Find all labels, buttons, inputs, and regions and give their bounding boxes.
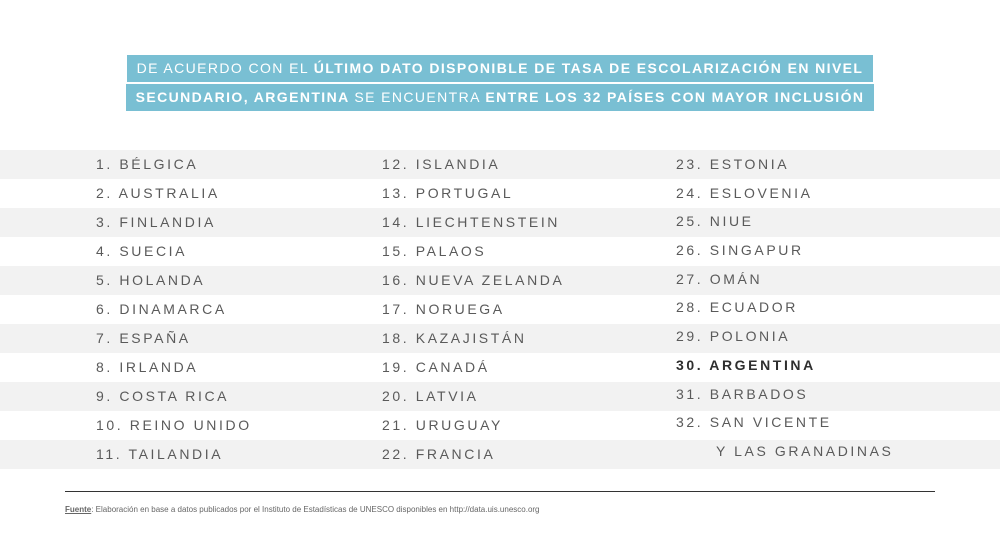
ranking-item: Y LAS GRANADINAS (716, 442, 894, 459)
headline-line-2 (0, 84, 1000, 111)
ranking-item: 27. OMÁN (676, 270, 763, 287)
ranking-column-2 (382, 150, 564, 469)
headline-segment: SECUNDARIO, ARGENTINA (135, 89, 355, 105)
headline-box-2 (126, 84, 875, 111)
ranking-item: 5. HOLANDA (96, 272, 206, 288)
ranking-item: 24. ESLOVENIA (676, 184, 813, 201)
footer-divider (65, 491, 935, 492)
ranking-item: 15. PALAOS (382, 243, 487, 259)
ranking-item: 17. NORUEGA (382, 301, 505, 317)
ranking-item: 19. CANADÁ (382, 359, 490, 375)
ranking-item: 8. IRLANDA (96, 359, 199, 375)
ranking-column-3 (676, 150, 894, 466)
headline-box-1 (127, 55, 874, 82)
headline-segment: ÚLTIMO DATO DISPONIBLE DE TASA DE ESCOLARIZACIÓN EN NIVEL (313, 60, 864, 76)
ranking-item: 9. COSTA RICA (96, 388, 230, 404)
ranking-item: 29. POLONIA (676, 328, 791, 345)
ranking-item: 21. URUGUAY (382, 417, 503, 433)
headline-segment: SE ENCUENTRA (354, 89, 486, 105)
source-label: Fuente (65, 505, 92, 514)
ranking-column-1 (96, 150, 252, 469)
ranking-item: 31. BARBADOS (676, 385, 809, 402)
ranking-item-highlighted: 30. ARGENTINA (676, 356, 816, 373)
ranking-item: 18. KAZAJISTÁN (382, 330, 527, 346)
ranking-item: 11. TAILANDIA (96, 446, 224, 462)
ranking-item: 3. FINLANDIA (96, 214, 216, 230)
ranking-item: 1. BÉLGICA (96, 156, 199, 172)
ranking-item: 12. ISLANDIA (382, 156, 501, 172)
ranking-item: 7. ESPAÑA (96, 330, 191, 346)
ranking-item: 13. PORTUGAL (382, 185, 514, 201)
ranking-item: 26. SINGAPUR (676, 242, 804, 259)
ranking-item: 28. ECUADOR (676, 299, 798, 316)
ranking-item: 16. NUEVA ZELANDA (382, 272, 565, 288)
source-text: : Elaboración en base a datos publicados por el Instituto de Estadísticas de UNESCO disponibles en http://data.uis.unesco.org (91, 505, 540, 514)
ranking-item: 23. ESTONIA (676, 156, 790, 172)
ranking-item: 14. LIECHTENSTEIN (382, 214, 561, 230)
ranking-item: 6. DINAMARCA (96, 301, 227, 317)
ranking-item: 32. SAN VICENTE (676, 414, 832, 431)
source-note (65, 505, 540, 514)
headline-line-1 (0, 55, 1000, 82)
headline-segment: DE ACUERDO CON EL (136, 60, 314, 76)
ranking-item: 25. NIUE (676, 213, 754, 230)
headline-segment: ENTRE LOS 32 PAÍSES CON MAYOR INCLUSIÓN (485, 89, 865, 105)
ranking-item: 22. FRANCIA (382, 446, 496, 462)
ranking-item: 10. REINO UNIDO (96, 417, 252, 433)
ranking-item: 20. LATVIA (382, 388, 479, 404)
ranking-item: 2. AUSTRALIA (96, 185, 220, 201)
ranking-item: 4. SUECIA (96, 243, 188, 259)
